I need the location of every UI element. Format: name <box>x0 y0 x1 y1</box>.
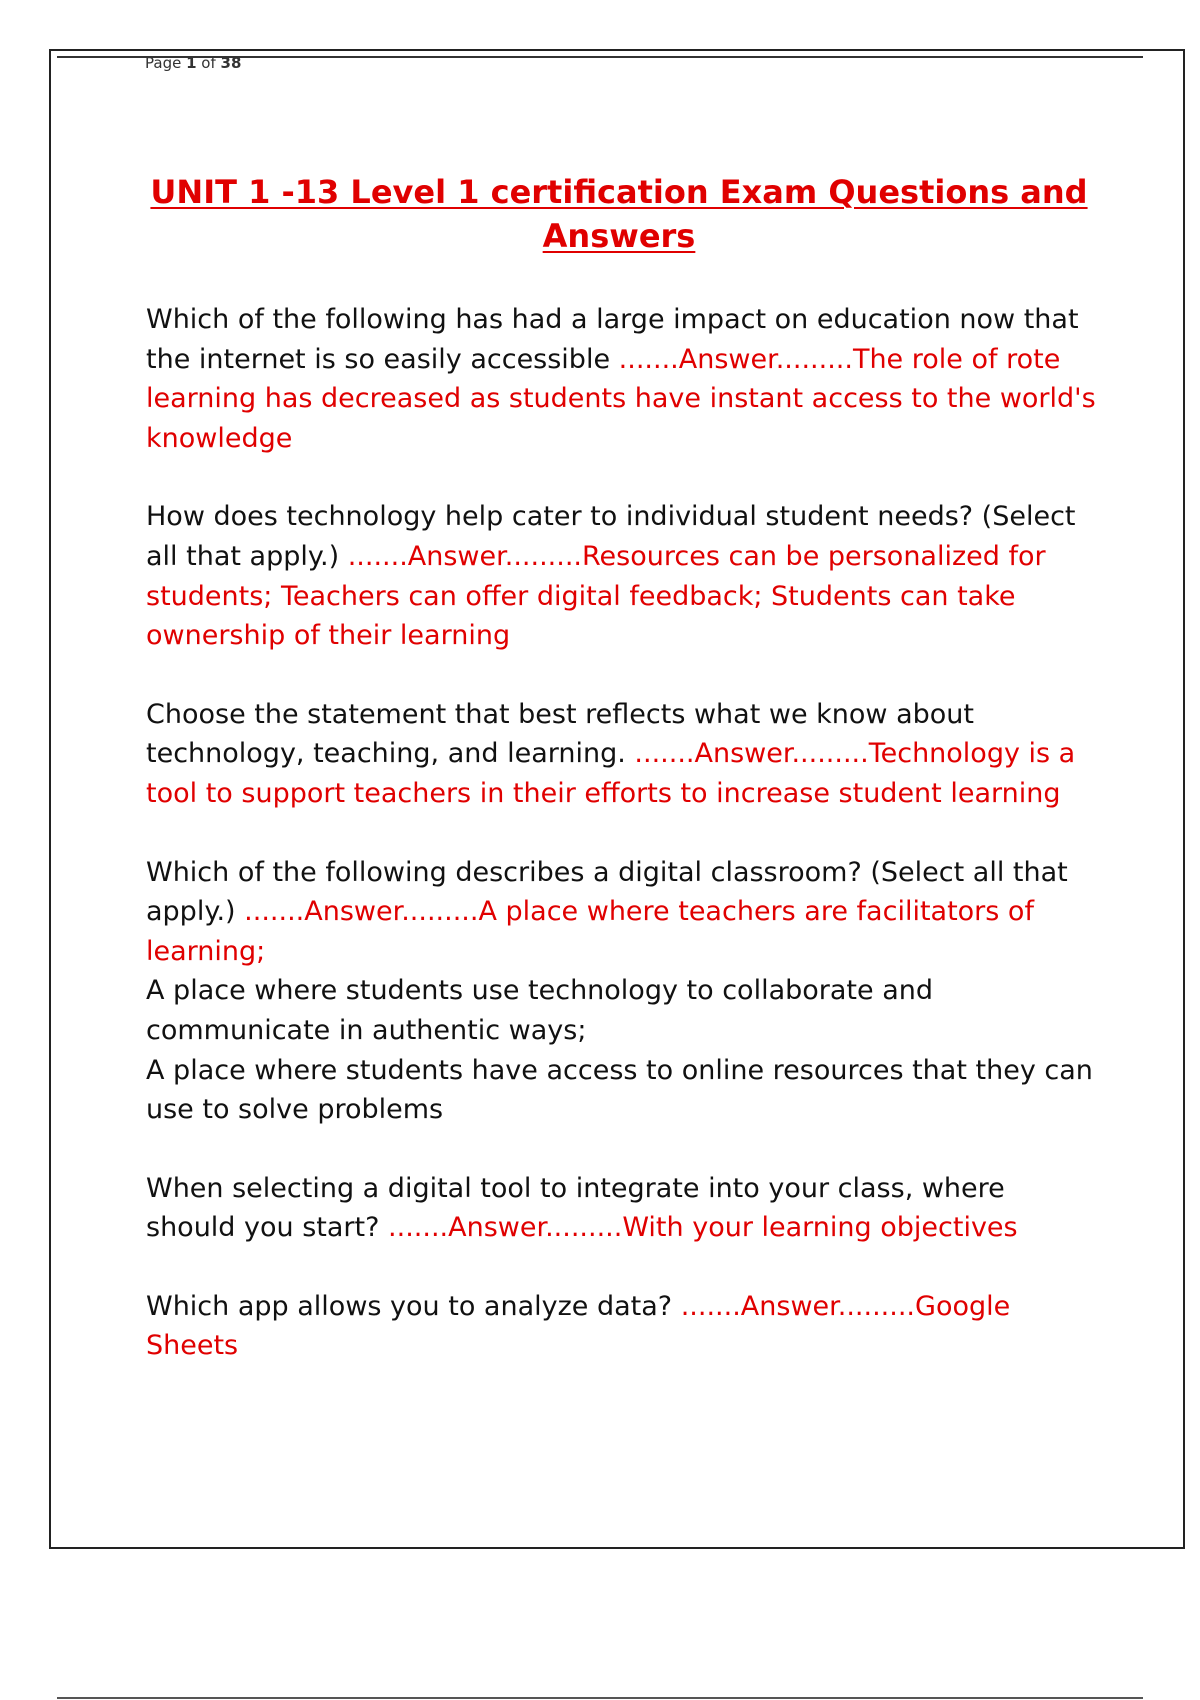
document-title: UNIT 1 -13 Level 1 certification Exam Questions and Answers <box>150 173 1088 255</box>
answer-extra-line: A place where students use technology to collaborate and communicate in authentic ways; <box>146 975 934 1046</box>
page-number-middle: of <box>196 54 221 72</box>
answer-marker: .......Answer......... <box>634 738 869 770</box>
answer-text: Technology is a tool to support teachers in their efforts to increase student learning <box>146 738 1076 809</box>
page-number-current: 1 <box>186 54 197 72</box>
question-text: Which of the following has had a large impact on education now that the internet is so easily accessible <box>146 304 1079 375</box>
question-text: Choose the statement that best reflects what we know about technology, teaching, and learning. <box>146 698 974 770</box>
answer-extra-line: A place where students have access to online resources that they can use to solve problems <box>146 1054 1093 1126</box>
answer-text: The role of rote learning has decreased as students have instant access to the world's knowledge <box>146 343 1096 454</box>
answer-text: Google Sheets <box>146 1290 1011 1362</box>
answer-marker: .......Answer......... <box>244 896 479 928</box>
page-number-prefix: Page <box>145 54 187 72</box>
page-number-total: 38 <box>220 54 242 72</box>
answer-text: A place where teachers are facilitators of learning; <box>146 896 1034 967</box>
qa-item <box>146 695 1096 814</box>
question-text: Which app allows you to analyze data? <box>146 1290 681 1322</box>
qa-item <box>146 1287 1096 1366</box>
qa-item <box>146 300 1096 458</box>
question-text: How does technology help cater to individual student needs? (Select all that apply.) <box>146 501 1076 572</box>
answer-text: With your learning objectives <box>622 1212 1018 1244</box>
answer-text: Resources can be personalized for students; Teachers can offer digital feedback; Students can take ownership of their learning <box>146 540 1046 652</box>
question-text: Which of the following describes a digital classroom? (Select all that apply.) <box>146 856 1068 928</box>
qa-item <box>146 1169 1096 1248</box>
answer-marker: .......Answer......... <box>388 1212 623 1244</box>
question-text: When selecting a digital tool to integrate into your class, where should you start? <box>146 1172 1005 1244</box>
answer-marker: .......Answer......... <box>618 343 853 375</box>
answer-marker: .......Answer......... <box>347 540 582 572</box>
footer-rule <box>57 1697 1143 1699</box>
page-number <box>145 54 241 72</box>
qa-item <box>146 497 1096 655</box>
qa-list <box>146 300 1096 1405</box>
qa-item <box>146 853 1096 1130</box>
answer-marker: .......Answer......... <box>680 1290 916 1322</box>
